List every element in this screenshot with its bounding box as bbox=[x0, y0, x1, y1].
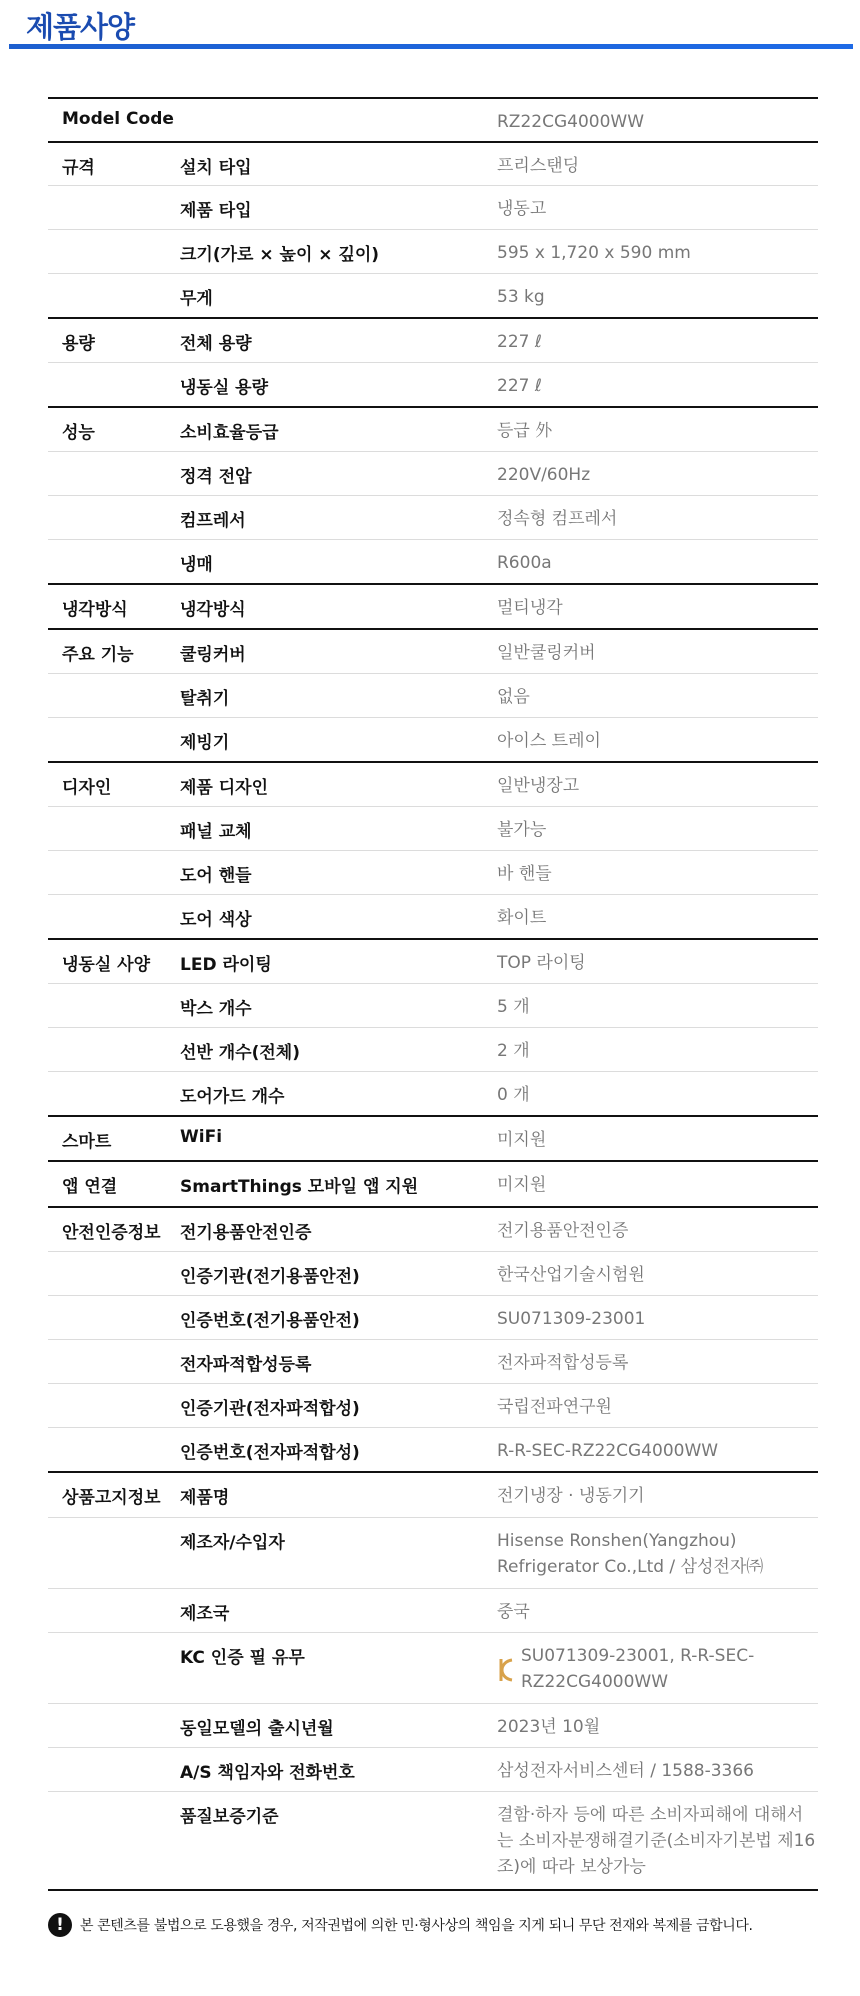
spec-row bbox=[48, 1517, 818, 1588]
spec-value: 53 kg bbox=[497, 287, 545, 307]
spec-category-empty bbox=[48, 1428, 180, 1471]
spec-category: 상품고지정보 bbox=[62, 1488, 161, 1508]
spec-row bbox=[48, 185, 818, 229]
spec-group-notice-info bbox=[48, 1471, 818, 1891]
spec-row bbox=[48, 1703, 818, 1747]
spec-row bbox=[48, 1162, 818, 1206]
spec-label: 인증기관(전자파적합성) bbox=[180, 1399, 360, 1419]
spec-label: 설치 타입 bbox=[180, 158, 252, 178]
spec-row bbox=[48, 1632, 818, 1703]
spec-value: 불가능 bbox=[497, 820, 547, 840]
spec-row bbox=[48, 1208, 818, 1251]
spec-row bbox=[48, 1791, 818, 1889]
spec-label: 동일모델의 출시년월 bbox=[180, 1719, 334, 1739]
spec-row bbox=[48, 143, 818, 185]
spec-label: 무게 bbox=[180, 289, 213, 309]
spec-category: 냉각방식 bbox=[62, 600, 128, 620]
spec-group-capacity bbox=[48, 317, 818, 406]
spec-label: A/S 책임자와 전화번호 bbox=[180, 1763, 355, 1783]
spec-category-empty bbox=[48, 1518, 180, 1588]
spec-value: 227 ℓ bbox=[497, 332, 542, 352]
spec-category-empty bbox=[48, 674, 180, 717]
spec-label: 전체 용량 bbox=[180, 334, 252, 354]
spec-category-empty bbox=[48, 540, 180, 583]
spec-value: 미지원 bbox=[497, 1175, 547, 1195]
spec-value: 0 개 bbox=[497, 1085, 530, 1105]
spec-category-empty bbox=[48, 1633, 180, 1703]
spec-value: R600a bbox=[497, 553, 552, 573]
spec-row bbox=[48, 1251, 818, 1295]
spec-category-empty bbox=[48, 452, 180, 495]
spec-label: 소비효율등급 bbox=[180, 423, 279, 443]
spec-row bbox=[48, 1027, 818, 1071]
spec-label: 제품 타입 bbox=[180, 201, 252, 221]
spec-row bbox=[48, 673, 818, 717]
spec-category-empty bbox=[48, 1704, 180, 1747]
spec-category-empty bbox=[48, 851, 180, 894]
spec-value: SU071309-23001 bbox=[497, 1309, 646, 1329]
spec-category-empty bbox=[48, 186, 180, 229]
spec-row bbox=[48, 850, 818, 894]
page-header bbox=[0, 0, 860, 52]
spec-label: 박스 개수 bbox=[180, 999, 252, 1019]
spec-value: 등급 外 bbox=[497, 421, 553, 441]
spec-value: 없음 bbox=[497, 687, 530, 707]
spec-value: 국립전파연구원 bbox=[497, 1397, 612, 1417]
spec-group-cooling bbox=[48, 583, 818, 628]
spec-label: 전자파적합성등록 bbox=[180, 1355, 312, 1375]
spec-category-empty bbox=[48, 496, 180, 539]
spec-label: 전기용품안전인증 bbox=[180, 1223, 312, 1243]
spec-row bbox=[48, 1295, 818, 1339]
spec-value: 화이트 bbox=[497, 908, 547, 928]
spec-category-empty bbox=[48, 1748, 180, 1791]
spec-label: 쿨링커버 bbox=[180, 645, 246, 665]
spec-row bbox=[48, 319, 818, 362]
spec-value: 전기냉장 · 냉동기기 bbox=[497, 1486, 645, 1506]
spec-value: 2 개 bbox=[497, 1041, 530, 1061]
spec-value: Hisense Ronshen(Yangzhou) Refrigerator Co.,Ltd / 삼성전자㈜ bbox=[497, 1531, 764, 1577]
spec-row bbox=[48, 1588, 818, 1632]
spec-row bbox=[48, 1117, 818, 1160]
spec-category: 규격 bbox=[62, 158, 95, 178]
spec-category-empty bbox=[48, 1252, 180, 1295]
spec-value: 미지원 bbox=[497, 1130, 547, 1150]
spec-value: 아이스 트레이 bbox=[497, 731, 601, 751]
spec-row bbox=[48, 495, 818, 539]
spec-row-model bbox=[48, 99, 818, 141]
spec-row bbox=[48, 1473, 818, 1517]
spec-value: 결함·하자 등에 따른 소비자피해에 대해서는 소비자분쟁해결기준(소비자기본법 제16조)에 따라 보상가능 bbox=[497, 1805, 816, 1877]
spec-category: 냉동실 사양 bbox=[62, 955, 151, 975]
spec-label: 도어가드 개수 bbox=[180, 1087, 285, 1107]
spec-value: 227 ℓ bbox=[497, 376, 542, 396]
spec-category-empty bbox=[48, 1589, 180, 1632]
spec-label: 도어 핸들 bbox=[180, 866, 252, 886]
spec-category: 디자인 bbox=[62, 778, 112, 798]
spec-value: 일반쿨링커버 bbox=[497, 643, 596, 663]
spec-category: 안전인증정보 bbox=[62, 1223, 161, 1243]
spec-label: 제조자/수입자 bbox=[180, 1533, 285, 1553]
copyright-text: 본 콘텐츠를 불법으로 도용했을 경우, 저작권법에 의한 민·형사상의 책임을 지게 되니 무단 전재와 복제를 금합니다. bbox=[80, 1918, 753, 1934]
spec-label: 선반 개수(전체) bbox=[180, 1043, 300, 1063]
spec-label: SmartThings 모바일 앱 지원 bbox=[180, 1177, 419, 1197]
spec-row bbox=[48, 451, 818, 495]
spec-label: Model Code bbox=[62, 109, 174, 129]
spec-value: R-R-SEC-RZ22CG4000WW bbox=[497, 1441, 719, 1461]
spec-category-empty bbox=[48, 1792, 180, 1889]
spec-label: 제조국 bbox=[180, 1604, 230, 1624]
spec-row bbox=[48, 630, 818, 673]
spec-group-model bbox=[48, 97, 818, 141]
spec-label: 도어 색상 bbox=[180, 910, 252, 930]
spec-category-empty bbox=[48, 274, 180, 317]
spec-value: 전기용품안전인증 bbox=[497, 1221, 629, 1241]
spec-label: 패널 교체 bbox=[180, 822, 252, 842]
spec-row bbox=[48, 1339, 818, 1383]
spec-group-features bbox=[48, 628, 818, 761]
spec-category-empty bbox=[48, 1028, 180, 1071]
spec-value: TOP 라이팅 bbox=[497, 953, 586, 973]
spec-label: 품질보증기준 bbox=[180, 1807, 279, 1827]
spec-row bbox=[48, 1747, 818, 1791]
spec-row bbox=[48, 585, 818, 628]
spec-category-empty bbox=[48, 230, 180, 273]
spec-category: 스마트 bbox=[62, 1132, 112, 1152]
spec-category: 성능 bbox=[62, 423, 95, 443]
title-underline bbox=[9, 44, 853, 49]
spec-category-empty bbox=[48, 895, 180, 938]
spec-category: 주요 기능 bbox=[62, 645, 134, 665]
spec-label: 정격 전압 bbox=[180, 467, 252, 487]
spec-label: 제품 디자인 bbox=[180, 778, 269, 798]
spec-group-app bbox=[48, 1160, 818, 1206]
spec-value: 5 개 bbox=[497, 997, 530, 1017]
spec-row bbox=[48, 229, 818, 273]
spec-row bbox=[48, 1071, 818, 1115]
spec-category-empty bbox=[48, 807, 180, 850]
spec-row bbox=[48, 940, 818, 983]
spec-table bbox=[48, 97, 818, 1891]
spec-label: 냉각방식 bbox=[180, 600, 246, 620]
spec-category: 앱 연결 bbox=[62, 1177, 118, 1197]
spec-value: 바 핸들 bbox=[497, 864, 552, 884]
spec-row bbox=[48, 717, 818, 761]
spec-row bbox=[48, 362, 818, 406]
spec-label: 인증번호(전자파적합성) bbox=[180, 1443, 360, 1463]
spec-label: KC 인증 필 유무 bbox=[180, 1648, 305, 1668]
spec-value: 595 x 1,720 x 590 mm bbox=[497, 243, 691, 263]
spec-group-design bbox=[48, 761, 818, 938]
spec-group-size bbox=[48, 141, 818, 317]
spec-row bbox=[48, 1383, 818, 1427]
spec-value: 냉동고 bbox=[497, 199, 547, 219]
spec-row bbox=[48, 763, 818, 806]
spec-category-empty bbox=[48, 1072, 180, 1115]
spec-value: 일반냉장고 bbox=[497, 776, 580, 796]
spec-category-empty bbox=[48, 1296, 180, 1339]
page-title: 제품사양 bbox=[26, 10, 135, 44]
spec-label: 크기(가로 × 높이 × 깊이) bbox=[180, 245, 380, 265]
spec-group-freezer bbox=[48, 938, 818, 1115]
kc-cert-numbers: SU071309-23001, R-R-SEC-RZ22CG4000WW bbox=[521, 1646, 755, 1692]
spec-group-smart bbox=[48, 1115, 818, 1160]
spec-category-empty bbox=[48, 718, 180, 761]
spec-value: 한국산업기술시험원 bbox=[497, 1265, 645, 1285]
spec-row bbox=[48, 539, 818, 583]
spec-label: 냉매 bbox=[180, 555, 213, 575]
spec-value: 2023년 10월 bbox=[497, 1717, 601, 1737]
spec-value: 220V/60Hz bbox=[497, 465, 591, 485]
spec-category-empty bbox=[48, 1384, 180, 1427]
spec-value: 중국 bbox=[497, 1602, 530, 1622]
spec-value: RZ22CG4000WW bbox=[497, 112, 645, 132]
spec-group-safety bbox=[48, 1206, 818, 1471]
spec-label: 인증번호(전기용품안전) bbox=[180, 1311, 360, 1331]
spec-label: 냉동실 용량 bbox=[180, 378, 269, 398]
spec-value: 정속형 컴프레서 bbox=[497, 509, 618, 529]
spec-label: 컴프레서 bbox=[180, 511, 246, 531]
copyright-notice bbox=[48, 1909, 828, 1941]
spec-category-empty bbox=[48, 984, 180, 1027]
spec-row bbox=[48, 1427, 818, 1471]
spec-label: 제품명 bbox=[180, 1488, 230, 1508]
spec-row bbox=[48, 983, 818, 1027]
spec-group-performance bbox=[48, 406, 818, 583]
spec-value: 전자파적합성등록 bbox=[497, 1353, 629, 1373]
exclamation-circle-icon: ! bbox=[48, 1913, 72, 1937]
spec-category: 용량 bbox=[62, 334, 95, 354]
spec-row bbox=[48, 273, 818, 317]
spec-category-empty bbox=[48, 363, 180, 406]
spec-label: LED 라이팅 bbox=[180, 955, 272, 975]
kc-mark-icon bbox=[497, 1655, 517, 1685]
spec-value: 프리스탠딩 bbox=[497, 156, 580, 176]
spec-row bbox=[48, 408, 818, 451]
spec-value-kc bbox=[497, 1633, 818, 1703]
spec-row bbox=[48, 894, 818, 938]
spec-label: WiFi bbox=[180, 1127, 223, 1147]
spec-value: 멀티냉각 bbox=[497, 598, 563, 618]
spec-label: 탈취기 bbox=[180, 689, 230, 709]
spec-value: 삼성전자서비스센터 / 1588-3366 bbox=[497, 1761, 754, 1781]
spec-label: 인증기관(전기용품안전) bbox=[180, 1267, 360, 1287]
spec-row bbox=[48, 806, 818, 850]
spec-category-empty bbox=[48, 1340, 180, 1383]
spec-label: 제빙기 bbox=[180, 733, 230, 753]
